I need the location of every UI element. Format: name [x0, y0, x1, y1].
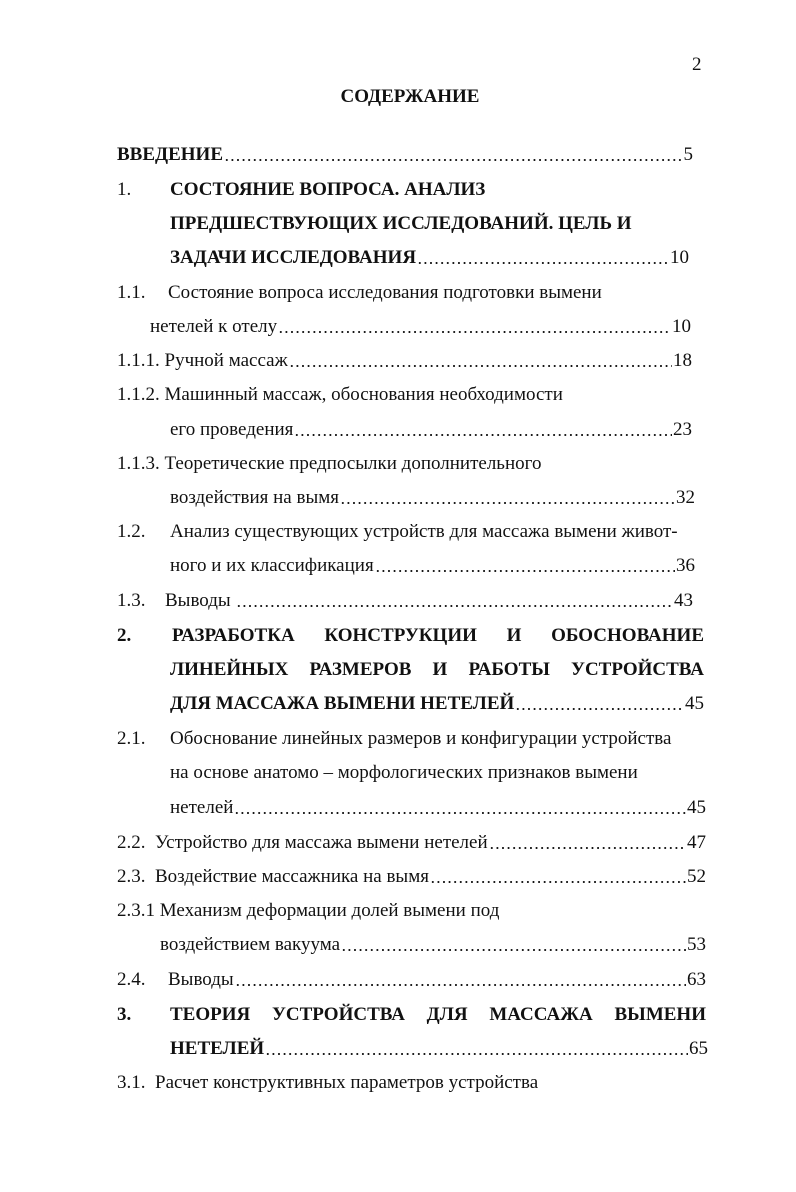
toc-entry-1-3: [165, 589, 693, 613]
toc-entry-1: [170, 246, 689, 270]
toc-label: на основе анатомо – морфологических признаков вымени: [170, 762, 638, 783]
toc-num: 1.3.: [117, 590, 146, 611]
toc-label: воздействия на вымя: [170, 487, 339, 508]
toc-num: 3.1.: [117, 1072, 146, 1093]
toc-entry-2-3-1-cont: [160, 933, 706, 957]
dot-leader: [234, 811, 686, 815]
toc-entry-3-1: [117, 1071, 538, 1095]
toc-page: 5: [683, 144, 693, 165]
dot-leader: [236, 604, 673, 608]
toc-num: 2.4.: [117, 969, 146, 990]
toc-entry-2-3-1: [117, 899, 499, 923]
toc-num: 2.2.: [117, 832, 146, 853]
toc-entry-intro: [117, 143, 693, 167]
toc-label: его проведения: [170, 419, 294, 440]
toc-num: 3.: [117, 1004, 132, 1025]
toc-label: ного и их классификация: [170, 555, 374, 576]
toc-label: Машинный массаж, обоснования необходимости: [164, 384, 563, 405]
toc-entry-2-3: [117, 865, 706, 889]
toc-label: ДЛЯ МАССАЖА ВЫМЕНИ НЕТЕЛЕЙ: [170, 693, 515, 714]
dot-leader: [340, 501, 675, 505]
toc-label: Устройство для массажа вымени нетелей: [155, 832, 488, 853]
toc-page: 45: [685, 693, 704, 714]
dot-leader: [515, 707, 684, 711]
toc-label: Механизм деформации долей вымени под: [159, 900, 500, 921]
dot-leader: [235, 983, 686, 987]
dot-leader: [417, 261, 669, 265]
toc-label: нетелей к отелу: [150, 316, 278, 337]
dot-leader: [341, 948, 686, 952]
toc-page: 18: [673, 350, 692, 371]
page-number: 2: [692, 54, 702, 75]
toc-page: 10: [670, 247, 689, 268]
toc-entry-2: [170, 692, 704, 716]
toc-label: Воздействие массажника на вымя: [155, 866, 429, 887]
toc-label: [172, 624, 704, 648]
toc-entry-2-2: [117, 831, 706, 855]
toc-page: 52: [687, 866, 706, 887]
toc-label: нетелей: [170, 797, 234, 818]
toc-page: 32: [676, 487, 695, 508]
toc-label: СОСТОЯНИЕ ВОПРОСА. АНАЛИЗ: [170, 179, 486, 200]
toc-num: 2.3.1: [117, 900, 155, 921]
toc-label: ПРЕДШЕСТВУЮЩИХ ИССЛЕДОВАНИЙ. ЦЕЛЬ И: [170, 213, 632, 234]
toc-num: 1.: [117, 179, 132, 200]
dot-leader: [489, 846, 686, 850]
toc-label: Ручной массаж: [164, 350, 288, 371]
toc-label: воздействием вакуума: [160, 934, 341, 955]
toc-num: 2.: [117, 625, 132, 646]
dot-leader: [224, 158, 683, 162]
toc-label: Выводы: [165, 590, 231, 611]
toc-num: 1.1.3.: [117, 453, 160, 474]
toc-num: 1.1.2.: [117, 384, 160, 405]
toc-entry-1-1: [150, 315, 691, 339]
toc-entry-1-2-cont: [170, 554, 695, 578]
toc-label: Расчет конструктивных параметров устройства: [155, 1072, 539, 1093]
dot-leader: [265, 1052, 688, 1056]
dot-leader: [278, 330, 671, 334]
toc-label: [170, 658, 704, 682]
toc-entry-1-1-1: [117, 349, 692, 373]
toc-entry-1-1-2-cont: [170, 418, 692, 442]
toc-page: 65: [689, 1038, 708, 1059]
toc-num: 1.2.: [117, 521, 146, 542]
toc-entry-1-1-3-cont: [170, 486, 695, 510]
toc-num: 1.1.: [117, 282, 146, 303]
toc-num: 2.1.: [117, 728, 146, 749]
dot-leader: [294, 433, 672, 437]
dot-leader: [430, 880, 686, 884]
toc-label: [170, 1003, 706, 1027]
toc-page: 43: [674, 590, 693, 611]
toc-label-text: РАЗРАБОТКА КОНСТРУКЦИИ И ОБОСНОВАНИЕ: [172, 625, 704, 646]
toc-page: 53: [687, 934, 706, 955]
toc-entry-2-4: [168, 968, 706, 992]
toc-page: 47: [687, 832, 706, 853]
toc-label: НЕТЕЛЕЙ: [170, 1038, 265, 1059]
toc-entry-1-1-3: [117, 452, 541, 476]
toc-label: Обоснование линейных размеров и конфигурации устройства: [170, 728, 672, 749]
toc-label: ЗАДАЧИ ИССЛЕДОВАНИЯ: [170, 247, 417, 268]
dot-leader: [289, 364, 672, 368]
toc-page: 45: [687, 797, 706, 818]
toc-num: 1.1.1.: [117, 350, 160, 371]
toc-label: Выводы: [168, 969, 234, 990]
toc-entry-2-1-cont: [170, 796, 706, 820]
toc-label: ВВЕДЕНИЕ: [117, 144, 223, 165]
toc-label: Состояние вопроса исследования подготовки вымени: [168, 282, 602, 303]
toc-entry-1-1-2: [117, 383, 563, 407]
toc-page: 23: [673, 419, 692, 440]
toc-label: Анализ существующих устройств для массажа вымени живот-: [170, 521, 678, 542]
toc-label-text: ЛИНЕЙНЫХ РАЗМЕРОВ И РАБОТЫ УСТРОЙСТВА: [170, 659, 704, 680]
toc-num: 2.3.: [117, 866, 146, 887]
toc-entry-3: [170, 1037, 708, 1061]
toc-label: Теоретические предпосылки дополнительного: [164, 453, 542, 474]
dot-leader: [375, 569, 675, 573]
toc-page: 63: [687, 969, 706, 990]
toc-page: 36: [676, 555, 695, 576]
page-title: СОДЕРЖАНИЕ: [340, 86, 480, 107]
toc-page: 10: [672, 316, 691, 337]
toc-label-text: ТЕОРИЯ УСТРОЙСТВА ДЛЯ МАССАЖА ВЫМЕНИ: [170, 1004, 706, 1025]
